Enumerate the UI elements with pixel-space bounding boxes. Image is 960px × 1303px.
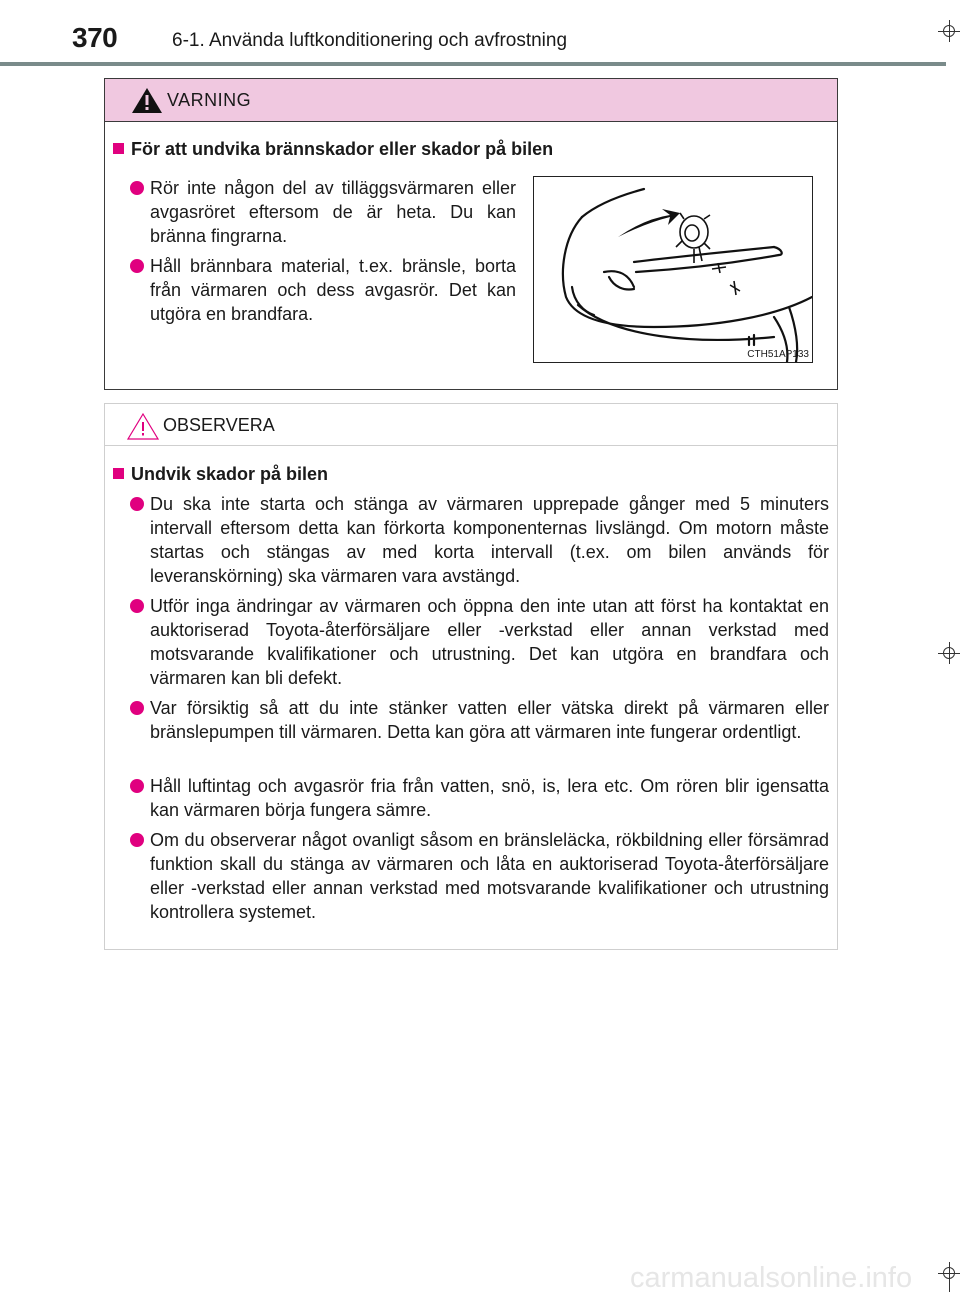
notice-header [105,404,837,446]
chapter-title: 6-1. Använda luftkonditionering och avfrostning [172,30,568,51]
notice-section-title: Undvik skador på bilen [113,464,328,485]
warning-section-title: För att undvika brännskador eller skador på bilen [113,139,553,160]
notice-bullet: Håll luftintag och avgasrör fria från vatten, snö, is, lera etc. Om rören blir igensatta kan värmaren börja fungera sämre. [150,774,829,822]
bullet-dot-icon [130,779,144,793]
car-front-illustration [534,177,812,362]
warning-label: VARNING [167,90,252,110]
crop-mark-top-right [938,20,960,42]
figure-code: CTH51AP133 [747,349,809,360]
caution-triangle-icon [127,412,159,440]
bullet-dot-icon [130,497,144,511]
notice-label: OBSERVERA [163,415,275,435]
page-number: 370 [72,22,118,53]
notice-bullet: Du ska inte starta och stänga av värmaren upprepade gånger med 5 minuters intervall eftersom detta kan förkorta komponenternas livslängd. Om motorn måste startas och stängas av med korta intervall (t.ex. om bilen används för leveranskörning) ska värmaren vara avstängd. [150,492,829,588]
crop-mark-mid-right [938,642,960,664]
watermark: carmanualsonline.info [630,1262,913,1294]
bullet-dot-icon [130,833,144,847]
notice-bullet: Var försiktig så att du inte stänker vatten eller vätska direkt på värmaren eller bränslepumpen till värmaren. Detta kan göra att värmaren inte fungerar ordentligt. [150,696,829,744]
notice-bullet: Utför inga ändringar av värmaren och öppna den inte utan att först ha kontaktat en auktoriserad Toyota-återförsäljare eller -verkstad eller annan verkstad med motsvarande kvalifikationer och utrustning. Det kan utgöra en brandfara och värmaren kan bli defekt. [150,594,829,690]
bullet-dot-icon [130,181,144,195]
bullet-dot-icon [130,599,144,613]
warning-header [105,79,837,122]
notice-bullet: Om du observerar något ovanligt såsom en bränsleläcka, rökbildning eller försämrad funktion skall du stänga av värmaren och låta en auktoriserad Toyota-återförsäljare eller -verkstad eller annan verkstad med motsvarande kvalifikationer och utrustning kontrollera systemet. [150,828,829,924]
notice-box [104,403,838,950]
warning-bullet: Håll brännbara material, t.ex. bränsle, borta från värmaren och dess avgasrör. Det kan utgöra en brandfara. [150,254,516,326]
bullet-dot-icon [130,259,144,273]
heater-illustration [533,176,813,363]
warning-triangle-icon [131,86,163,114]
bullet-dot-icon [130,701,144,715]
header-rule [0,62,946,66]
warning-bullet: Rör inte någon del av tilläggsvärmaren eller avgasröret eftersom de är heta. Du kan bränna fingrarna. [150,176,516,248]
crop-mark-bottom-right [938,1262,960,1292]
section-square-icon [113,143,124,154]
section-square-icon [113,468,124,479]
